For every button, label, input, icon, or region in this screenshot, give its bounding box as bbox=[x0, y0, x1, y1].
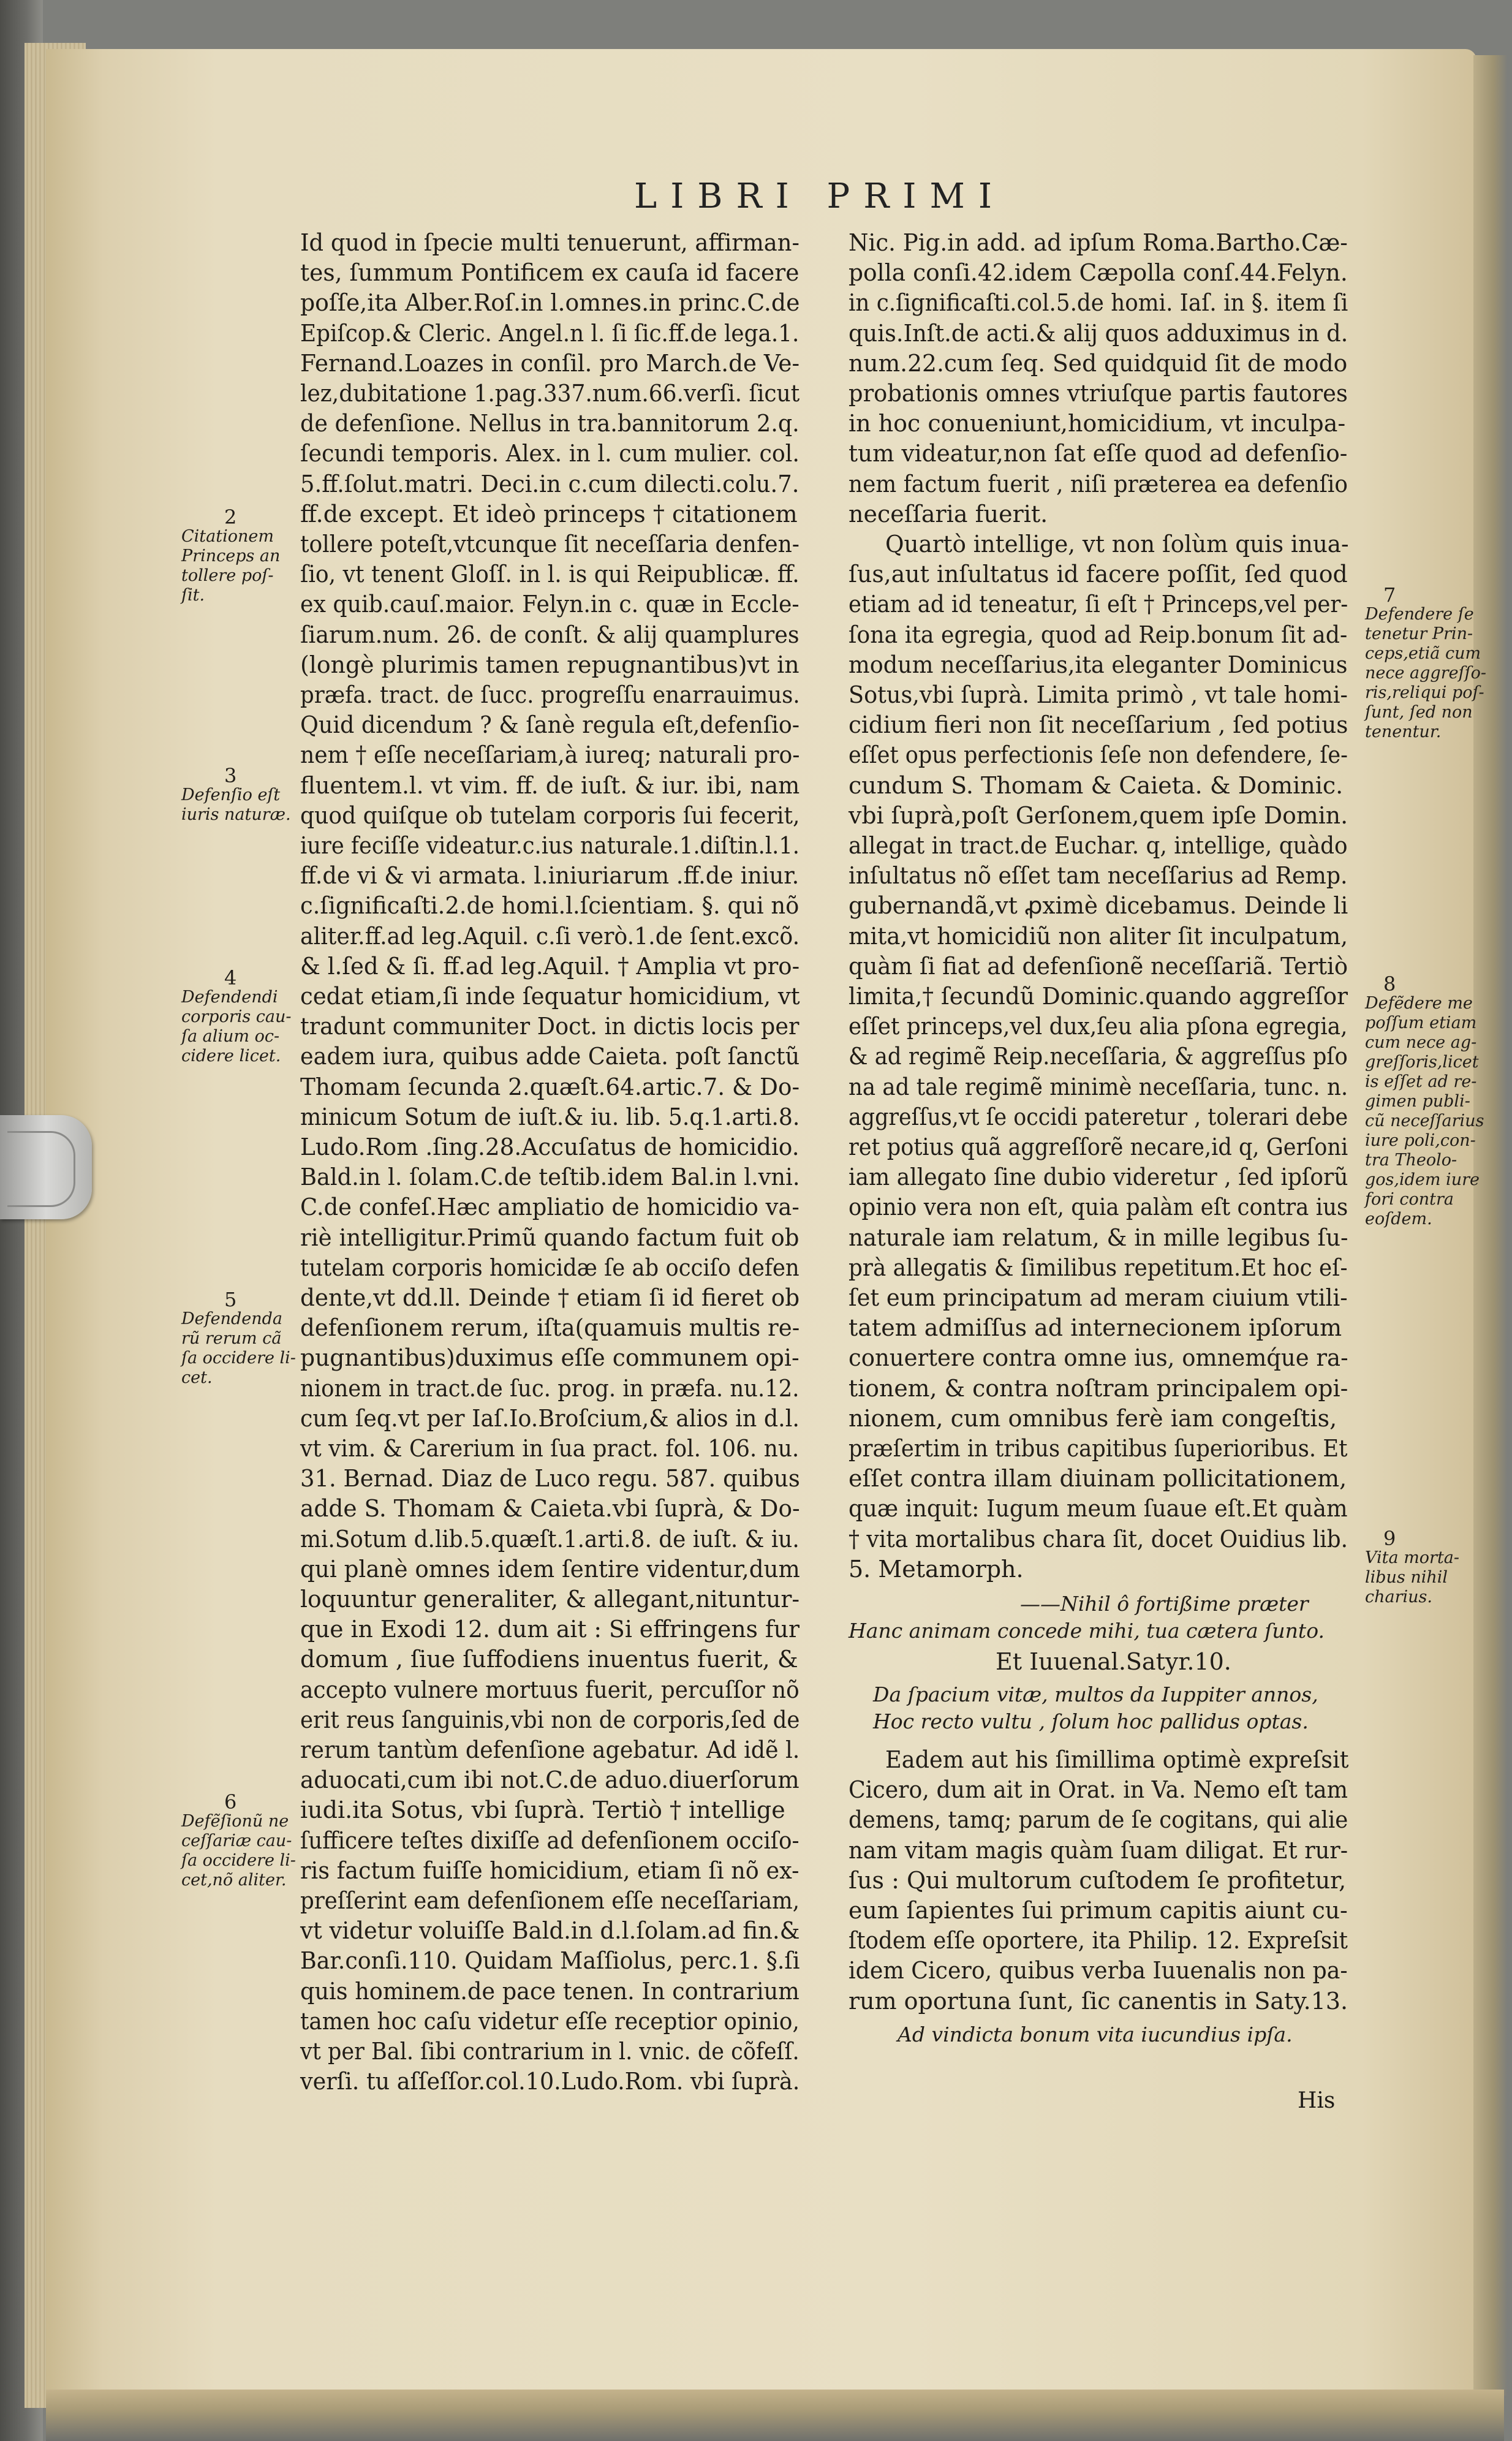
left-text-line: vt per Bal. ſibi contrarium in l. vnic. de cõfeſſ. bbox=[300, 2038, 799, 2065]
margin-note bbox=[1365, 585, 1486, 742]
margin-note-line: ſunt, ſed non bbox=[1365, 703, 1473, 722]
margin-note-line: Vita morta- bbox=[1365, 1548, 1460, 1567]
right-text-line: limita,† ſecundũ Dominic.quando aggreſſor bbox=[849, 983, 1348, 1010]
right-text-line: allegat in tract.de Euchar. q, intellige, quàdo bbox=[849, 832, 1348, 859]
left-text-line: ſecundi temporis. Alex. in l. cum mulier. col. bbox=[300, 440, 799, 467]
margin-note-line: Citationem bbox=[181, 527, 274, 546]
right-text-line: nam vitam magis quàm ſuam diligat. Et rur- bbox=[849, 1836, 1348, 1864]
verse-line: Hanc animam concede mihi, tua cætera ſunto. bbox=[849, 1619, 1325, 1643]
verse-line: Hoc recto vultu , ſolum hoc pallidus optas. bbox=[873, 1709, 1309, 1733]
margin-note-line: Defendendi bbox=[181, 988, 278, 1007]
margin-note-line: rũ rerum cã bbox=[181, 1329, 282, 1348]
left-text-line: vt vim. & Carerium in ſua pract. fol. 106. nu. bbox=[300, 1435, 799, 1462]
left-text-line: erit reus ſanguinis,vbi non de corporis,ſed de bbox=[300, 1706, 800, 1733]
left-text-line: iudi.ita Sotus, vbi ſuprà. Tertiò † intellige bbox=[300, 1796, 785, 1824]
margin-note-line: tenetur Prin- bbox=[1365, 624, 1473, 643]
left-text-line: c.ſignificaſti.2.de homi.l.ſcientiam. §. qui nõ bbox=[300, 892, 799, 920]
right-text-line: ſus : Qui multorum cuſtodem ſe profitetur, bbox=[849, 1866, 1347, 1894]
right-text-line: eum ſapientes ſui primum capitis aiunt cu- bbox=[849, 1897, 1348, 1924]
margin-note-line: cum nece ag- bbox=[1365, 1033, 1477, 1052]
left-text-line: domum , ſiue ſuffodiens inuentus fuerit, & bbox=[300, 1646, 798, 1673]
left-text-line: ſiarum.num. 26. de conſt. & alij quamplures bbox=[300, 621, 799, 648]
margin-note bbox=[181, 507, 280, 605]
margin-note-line: eoſdem. bbox=[1365, 1209, 1432, 1228]
left-text-line: Quid dicendum ? & ſanè regula eſt,defenſio- bbox=[300, 711, 800, 739]
right-text-line: ſona ita egregia, quod ad Reip.bonum ſit ad- bbox=[849, 621, 1348, 648]
margin-note-line: cet. bbox=[181, 1368, 213, 1387]
right-text-line: na ad tale regimẽ minimè neceſſaria, tunc. n. bbox=[849, 1073, 1348, 1100]
running-header bbox=[0, 176, 1512, 219]
left-text-line: ff.de vi & vi armata. l.iniuriarum .ff.de iniur. bbox=[300, 862, 799, 890]
left-text-line: tradunt communiter Doct. in dictis locis per bbox=[300, 1013, 799, 1040]
right-text-line: præſertim in tribus capitibus ſuperioribus. Et bbox=[849, 1435, 1348, 1462]
margin-note-line: ceps,etiã cum bbox=[1365, 644, 1481, 663]
right-text-line: Cicero, dum ait in Orat. in Va. Nemo eſt tam bbox=[849, 1776, 1348, 1804]
left-text-line: ff.de except. Et ideò princeps † citationem bbox=[300, 500, 798, 528]
left-text-line: 5.ff.ſolut.matri. Deci.in c.cum dilecti.colu.7. bbox=[300, 470, 799, 498]
right-text-line: ſtodem eſſe oportere, ita Philip. 12. Expreſsit bbox=[849, 1927, 1348, 1955]
margin-note-number: 7 bbox=[1383, 583, 1396, 607]
left-text-line: accepto vulnere mortuus fuerit, percuſſor nõ bbox=[300, 1676, 799, 1703]
right-text-line: quàm ſi fiat ad defenſionẽ neceſſariã. Tertiò bbox=[849, 952, 1348, 980]
left-text-line: eadem iura, quibus adde Caieta. poſt ſanctũ bbox=[300, 1043, 800, 1070]
left-text-line: defenſionem rerum, iſta(quamuis multis re- bbox=[300, 1314, 800, 1342]
left-text-line: tamen hoc caſu videtur eſſe receptior opinio, bbox=[300, 2007, 799, 2035]
left-text-line: Bald.in l. ſolam.C.de teſtib.idem Bal.in l.vni. bbox=[300, 1164, 800, 1191]
left-text-line: Thomam ſecunda 2.quæſt.64.artic.7. & Do- bbox=[300, 1073, 800, 1100]
margin-note-number: 9 bbox=[1383, 1527, 1396, 1550]
right-text-line: etiam ad id teneatur, ſi eſt † Princeps,vel per- bbox=[849, 591, 1348, 618]
right-text-line: eſſet princeps,vel dux,ſeu alia pſona egregia, bbox=[849, 1013, 1348, 1040]
right-text-line: inſultatus nõ eſſet tam neceſſarius ad Remp. bbox=[849, 862, 1348, 890]
left-text-line: dente,vt dd.ll. Deinde † etiam ſi id fieret ob bbox=[300, 1284, 800, 1311]
margin-note-line: ſit. bbox=[181, 586, 205, 605]
left-text-line: tes, ſummum Pontificem ex cauſa id facere bbox=[300, 259, 799, 287]
margin-note-number: 4 bbox=[224, 966, 237, 990]
margin-note-number: 6 bbox=[224, 1790, 237, 1814]
left-text-line: Epiſcop.& Cleric. Angel.n l. ſi ſic.ff.de lega.1. bbox=[300, 319, 799, 347]
left-text-line: quis hominem.de pace tenen. In contrarium bbox=[300, 1977, 799, 2005]
left-text-line: præfa. tract. de ſucc. progreſſu enarrauimus. bbox=[300, 681, 800, 708]
left-text-line: ris factum fuiſſe homicidium, etiam ſi nõ ex- bbox=[300, 1856, 799, 1884]
right-text-line: probationis omnes vtriuſque partis fautores bbox=[849, 380, 1348, 407]
margin-note-line: poſſum etiam bbox=[1365, 1013, 1477, 1032]
right-text-line: mita,vt homicidiũ non aliter ſit inculpatum, bbox=[849, 922, 1348, 950]
right-text-line: cundum S. Thomam & Caieta. & Dominic. bbox=[849, 771, 1344, 799]
verse-line: Ad vindicta bonum vita iucundius ipſa. bbox=[898, 2022, 1293, 2046]
margin-note-number: 2 bbox=[224, 505, 237, 529]
left-text-line: & l.ſed & ſi. ff.ad leg.Aquil. † Amplia vt pro- bbox=[300, 952, 800, 980]
left-text-line: poſſe,ita Alber.Roſ.in l.omnes.in princ.C.de bbox=[300, 289, 800, 317]
margin-note bbox=[1365, 974, 1484, 1229]
verse-line: Da ſpacium vitæ, multos da Iuppiter annos, bbox=[873, 1682, 1318, 1706]
right-text-line: quis.Inſt.de acti.& alij quos adduximus in d. bbox=[849, 319, 1348, 347]
right-text-line: modum neceſſarius,ita eleganter Dominicus bbox=[849, 651, 1348, 678]
right-text-line: eſſet opus perfectionis ſeſe non defendere, ſe- bbox=[849, 741, 1348, 769]
left-text-line: fluentem.l. vt vim. ff. de iuſt. & iur. ibi, nam bbox=[300, 771, 800, 799]
left-text-line: Ludo.Rom .ſing.28.Accuſatus de homicidio. bbox=[300, 1133, 799, 1160]
margin-note-line: cet,nõ aliter. bbox=[181, 1871, 287, 1890]
right-text-line: aggreſſus,vt ſe occidi pateretur , tolerari debe bbox=[849, 1103, 1348, 1130]
right-text-line: Sotus,vbi ſuprà. Limita primò , vt tale homi- bbox=[849, 681, 1348, 708]
right-text-line: ret potius quã aggreſſorẽ necare,id q, Gerſoni bbox=[849, 1133, 1348, 1160]
margin-note bbox=[181, 968, 292, 1066]
left-text-line: cedat etiam,ſi inde ſequatur homicidium, vt bbox=[300, 983, 800, 1010]
right-text-line: demens, tamq; parum de ſe cogitans, qui alie bbox=[849, 1806, 1348, 1834]
margin-note-line: gos,idem iure bbox=[1365, 1170, 1480, 1189]
margin-note bbox=[181, 1792, 296, 1890]
margin-note-line: ſa occidere li- bbox=[181, 1851, 296, 1870]
margin-note-line: libus nihil bbox=[1365, 1568, 1448, 1587]
margin-note-line: cũ neceſſarius bbox=[1365, 1111, 1484, 1130]
right-text-line: gubernandã,vt ꝓximè dicebamus. Deinde li bbox=[849, 892, 1348, 920]
header-title: LIBRI PRIMI bbox=[634, 176, 1005, 216]
left-text-line: lez,dubitatione 1.pag.337.num.66.verſi. ſicut bbox=[300, 380, 800, 407]
left-text-line: minicum Sotum de iuſt.& iu. lib. 5.q.1.arti.8. bbox=[300, 1103, 800, 1130]
right-text-line: eſſet contra illam diuinam pollicitationem, bbox=[849, 1465, 1347, 1493]
left-text-line: vt videtur voluiſſe Bald.in d.l.ſolam.ad fin.& bbox=[300, 1917, 800, 1945]
margin-note-line: charius. bbox=[1365, 1588, 1432, 1607]
right-text-line: iam allegato ſine dubio videretur , ſed ipſorũ bbox=[849, 1164, 1348, 1191]
left-text-line: ſio, vt tenent Gloſſ. in l. is qui Reipublicæ. ff. bbox=[300, 561, 799, 588]
margin-note-line: Defẽſionũ ne bbox=[181, 1812, 289, 1831]
left-text-line: ex quib.cauſ.maior. Felyn.in c. quæ in Eccle- bbox=[300, 591, 799, 618]
right-text-line: quæ inquit: Iugum meum ſuaue eſt.Et quàm bbox=[849, 1495, 1348, 1523]
margin-note-number: 3 bbox=[224, 764, 237, 787]
book-clip bbox=[0, 1115, 92, 1219]
margin-note-line: ſa alium oc- bbox=[181, 1027, 280, 1046]
margin-note-line: iure poli,con- bbox=[1365, 1131, 1476, 1150]
left-text-line: tutelam corporis homicidæ ſe ab occiſo defen bbox=[300, 1254, 799, 1281]
catchword: His bbox=[1298, 2088, 1336, 2113]
left-text-line: adde S. Thomam & Caieta.vbi ſuprà, & Do- bbox=[300, 1495, 800, 1523]
margin-note-line: Defendere ſe bbox=[1365, 605, 1474, 624]
left-text-line: (longè plurimis tamen repugnantibus)vt in bbox=[300, 651, 799, 678]
right-text-line: prà allegatis & ſimilibus repetitum.Et hoc eſ- bbox=[849, 1254, 1348, 1281]
right-text-line: ſus,aut inſultatus id facere poſſit, ſed quod bbox=[849, 561, 1348, 588]
margin-note-line: iuris naturæ. bbox=[181, 805, 291, 824]
right-text-line: vbi ſuprà,poſt Gerſonem,quem ipſe Domin. bbox=[849, 801, 1348, 829]
margin-note-line: nece aggreſſo- bbox=[1365, 664, 1486, 683]
left-text-line: pugnantibus)duximus eſſe communem opi- bbox=[300, 1344, 799, 1372]
left-text-line: Id quod in ſpecie multi tenuerunt, affirman- bbox=[300, 229, 799, 256]
right-text-line: tum videatur,non ſat eſſe quod ad defenſio- bbox=[849, 440, 1348, 467]
margin-note-line: ceſſariæ cau- bbox=[181, 1831, 292, 1850]
right-text-line: Eadem aut his ſimillima optimè expreſsit bbox=[885, 1746, 1349, 1773]
margin-note-line: Defendenda bbox=[181, 1309, 283, 1328]
margin-note-line: Defẽdere me bbox=[1365, 994, 1473, 1013]
left-text-line: C.de confeſ.Hæc ampliatio de homicidio va- bbox=[300, 1194, 799, 1221]
margin-note-line: is eſſet ad re- bbox=[1365, 1072, 1477, 1091]
margin-note-number: 5 bbox=[224, 1288, 237, 1311]
right-text-line: tionem, & contra noſtram principalem opi- bbox=[849, 1374, 1348, 1402]
left-text-line: riè intelligitur.Primũ quando factum fuit ob bbox=[300, 1224, 799, 1251]
margin-note-line: cidere licet. bbox=[181, 1046, 281, 1065]
right-text-line: Quartò intellige, vt non ſolùm quis inua- bbox=[885, 531, 1349, 558]
right-text-line: in c.ſignificaſti.col.5.de homi. Iaſ. in §. item ſi bbox=[849, 289, 1348, 317]
margin-note-line: tra Theolo- bbox=[1365, 1151, 1457, 1170]
page-bottom-edge bbox=[46, 2390, 1504, 2441]
verse-source: Et Iuuenal.Satyr.10. bbox=[996, 1648, 1231, 1675]
right-text-line: in hoc conueniunt,homicidium, vt inculpa- bbox=[849, 410, 1346, 437]
right-text-line: 5. Metamorph. bbox=[849, 1555, 1024, 1583]
margin-note bbox=[181, 1290, 296, 1388]
left-text-line: Fernand.Loazes in conſil. pro March.de Ve- bbox=[300, 349, 800, 377]
right-text-line: polla conſi.42.idem Cæpolla conſ.44.Felyn. bbox=[849, 259, 1348, 287]
left-text-line: iure feciſſe videatur.c.ius naturale.1.diſtin.l.1. bbox=[300, 832, 799, 859]
left-text-line: aduocati,cum ibi not.C.de aduo.diuerſorum bbox=[300, 1766, 799, 1794]
margin-note-number: 8 bbox=[1383, 972, 1396, 996]
left-text-line: nem † eſſe neceſſariam,à iureq; naturali pro- bbox=[300, 741, 800, 769]
margin-note-line: gimen publi- bbox=[1365, 1092, 1470, 1111]
margin-note-line: fori contra bbox=[1365, 1190, 1454, 1209]
verse-line: ——Nihil ô fortißime præter bbox=[1020, 1592, 1309, 1616]
left-text-line: tollere poteſt,vtcunque ſit neceſſaria denfen- bbox=[300, 531, 799, 558]
left-text-line: preſſerint eam defenſionem eſſe neceſſariam, bbox=[300, 1887, 800, 1914]
left-text-line: Bar.conſi.110. Quidam Maſſiolus, perc.1. §.ſi bbox=[300, 1947, 800, 1975]
right-text-line: † vita mortalibus chara ſit, docet Ouidius lib. bbox=[849, 1525, 1348, 1553]
left-text-line: aliter.ff.ad leg.Aquil. c.ſi verò.1.de ſent.excõ. bbox=[300, 922, 800, 950]
margin-note-line: tollere poſ- bbox=[181, 566, 274, 585]
right-text-line: rum oportuna ſunt, ſic canentis in Saty.13. bbox=[849, 1987, 1348, 2015]
margin-note-line: tenentur. bbox=[1365, 722, 1442, 741]
margin-note-line: Defenſio eſt bbox=[181, 785, 281, 804]
margin-note-line: greſſoris,licet bbox=[1365, 1053, 1479, 1072]
right-text-line: idem Cicero, quibus verba Iuuenalis non pa- bbox=[849, 1957, 1348, 1985]
left-text-line: de defenſione. Nellus in tra.bannitorum 2.q. bbox=[300, 410, 799, 437]
left-text-line: loquuntur generaliter, & allegant,nituntur- bbox=[300, 1586, 800, 1613]
left-text-line: 31. Bernad. Diaz de Luco regu. 587. quibus bbox=[300, 1465, 800, 1493]
right-text-line: opinio vera non eſt, quia palàm eſt contra ius bbox=[849, 1194, 1348, 1221]
right-text-line: & ad regimẽ Reip.neceſſaria, & aggreſſus pſo bbox=[849, 1043, 1348, 1070]
right-text-line: nionem, cum omnibus ferè iam congeſtis, bbox=[849, 1404, 1337, 1432]
margin-note-line: corporis cau- bbox=[181, 1007, 292, 1026]
left-text-line: nionem in tract.de ſuc. prog. in præfa. nu.12. bbox=[300, 1374, 799, 1402]
left-text-line: cum ſeq.vt per Iaſ.Io.Broſcium,& alios in d.l. bbox=[300, 1404, 799, 1432]
right-text-line: Nic. Pig.in add. ad ipſum Roma.Bartho.Cæ- bbox=[849, 229, 1348, 256]
left-text-line: verſi. tu aſſeſſor.col.10.Ludo.Rom. vbi ſuprà. bbox=[300, 2068, 800, 2095]
margin-note-line: ſa occidere li- bbox=[181, 1349, 296, 1368]
left-text-line: quod quiſque ob tutelam corporis ſui fecerit, bbox=[300, 801, 800, 829]
right-text-line: num.22.cum ſeq. Sed quidquid ſit de modo bbox=[849, 349, 1348, 377]
margin-note bbox=[1365, 1529, 1459, 1607]
margin-note-line: ris,reliqui poſ- bbox=[1365, 683, 1484, 702]
left-text-line: qui planè omnes idem ſentire videntur,dum bbox=[300, 1555, 800, 1583]
margin-note bbox=[181, 766, 291, 825]
margin-note-line: Princeps an bbox=[181, 547, 281, 566]
left-text-line: ſufficere teſtes dixiſſe ad defenſionem occiſo- bbox=[300, 1826, 799, 1854]
right-text-line: ſet eum principatum ad meram ciuium vtili- bbox=[849, 1284, 1348, 1311]
right-text-line: cidium fieri non ſit neceſſarium , ſed potius bbox=[849, 711, 1348, 739]
left-text-line: que in Exodi 12. dum ait : Si effringens fur bbox=[300, 1616, 800, 1643]
left-text-line: mi.Sotum d.lib.5.quæſt.1.arti.8. de iuſt. & iu. bbox=[300, 1525, 799, 1553]
right-text-line: tatem admiſſus ad internecionem ipſorum bbox=[849, 1314, 1342, 1342]
right-text-line: conuertere contra omne ius, omnemq́ue ra- bbox=[849, 1344, 1348, 1372]
right-text-line: neceſſaria fuerit. bbox=[849, 500, 1048, 528]
left-text-line: rerum tantùm defenſione agebatur. Ad idẽ l. bbox=[300, 1736, 800, 1763]
right-text-line: nem factum fuerit , niſi præterea ea defenſio bbox=[849, 470, 1348, 498]
right-text-line: naturale iam relatum, & in mille legibus ſu- bbox=[849, 1224, 1348, 1251]
